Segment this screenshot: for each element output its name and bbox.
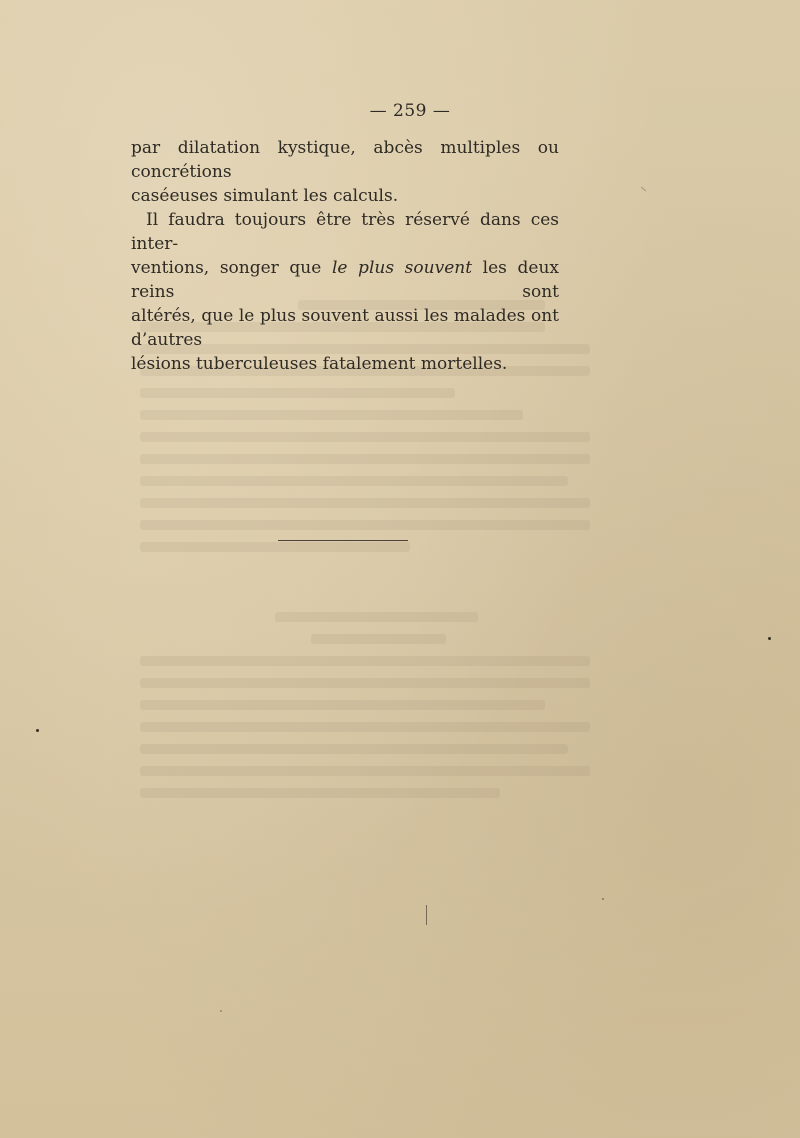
paper-spot bbox=[768, 637, 771, 640]
paragraph-2-line-4: lésions tuberculeuses fatalement mortelles. bbox=[131, 354, 508, 374]
paper-scratch bbox=[426, 905, 427, 925]
paragraph-2-line-2-end: les deux reins sont bbox=[131, 258, 559, 302]
body-text bbox=[131, 136, 559, 376]
bleed-through-text bbox=[140, 300, 590, 890]
section-divider bbox=[278, 540, 408, 541]
paragraph-1-line-2: caséeuses simulant les calculs. bbox=[131, 186, 399, 206]
paragraph-2-line-2-start: ventions, songer que bbox=[131, 258, 332, 278]
paragraph-2-line-2 bbox=[131, 256, 559, 304]
paper-scratch bbox=[641, 187, 646, 192]
paragraph-1-line-1: par dilatation kystique, abcès multiples ou concrétions bbox=[131, 138, 559, 182]
paragraph-1 bbox=[131, 136, 559, 208]
paper-spot bbox=[36, 729, 39, 732]
page-number: — 259 — bbox=[369, 101, 451, 121]
paper-spot bbox=[220, 1010, 222, 1012]
paragraph-2-line-1: Il faudra toujours être très réservé dans ces inter- bbox=[131, 210, 559, 254]
paragraph-2-line-3: altérés, que le plus souvent aussi les malades ont d’autres bbox=[131, 306, 559, 350]
paragraph-2 bbox=[131, 208, 559, 376]
emphasis-text: le plus souvent bbox=[331, 258, 473, 278]
paper-spot bbox=[602, 898, 604, 900]
